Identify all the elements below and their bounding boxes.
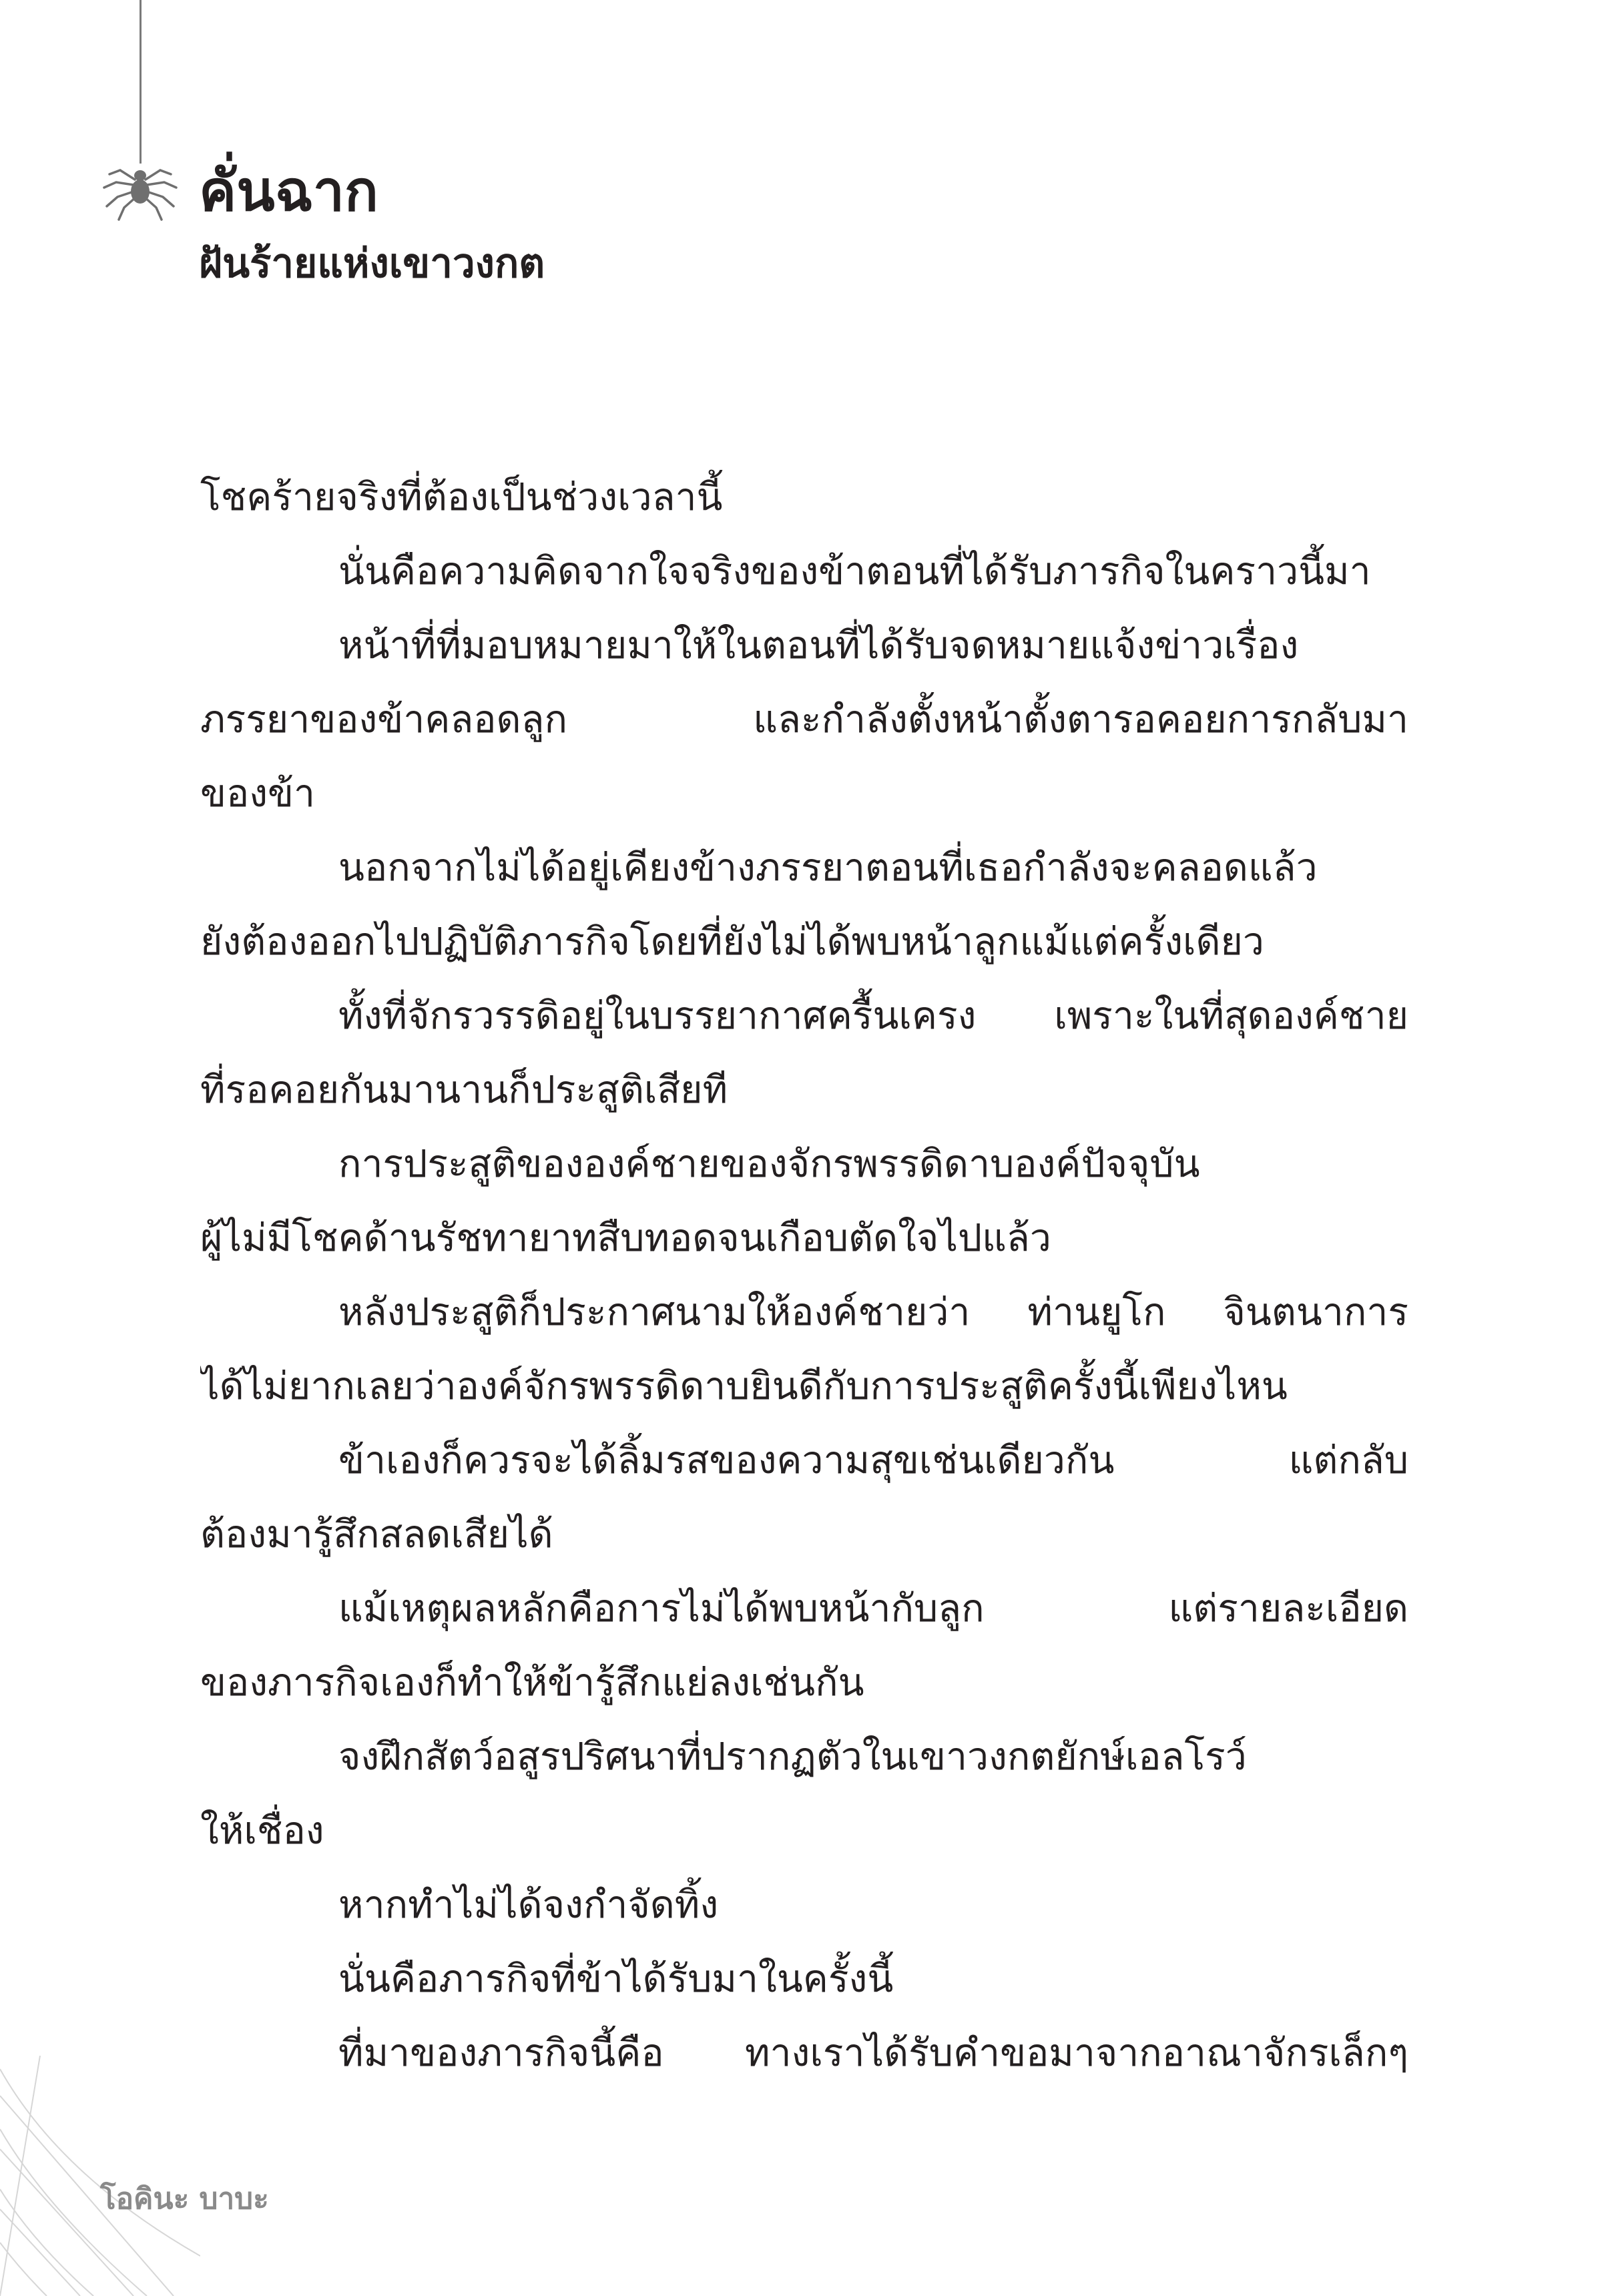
body-line: ที่รอคอยกันมานานก็ประสูติเสียที bbox=[200, 1068, 728, 1112]
body-line: แม้เหตุผลหลักคือการไม่ได้พบหน้ากับลูก แต่รายละเอียด bbox=[338, 1587, 1408, 1631]
body-line: ข้าเองก็ควรจะได้ลิ้มรสของความสุขเช่นเดียวกัน แต่กลับ bbox=[338, 1438, 1408, 1482]
body-line: การประสูติขององค์ชายของจักรพรรดิดาบองค์ปัจจุบัน bbox=[338, 1142, 1200, 1186]
body-line: นั่นคือภารกิจที่ข้าได้รับมาในครั้งนี้ bbox=[338, 1957, 894, 2001]
chapter-title: คั่นฉาก bbox=[199, 158, 378, 224]
body-line: ทั้งที่จักรวรรดิอยู่ในบรรยากาศครื้นเครง เพราะในที่สุดองค์ชาย bbox=[338, 994, 1408, 1038]
body-line: ที่มาของภารกิจนี้คือ ทางเราได้รับคำขอมาจากอาณาจักรเล็กๆ bbox=[338, 2031, 1408, 2075]
cobweb-icon bbox=[0, 2056, 200, 2296]
body-line: ต้องมารู้สึกสลดเสียได้ bbox=[200, 1512, 553, 1556]
author-name: โอคินะ บาบะ bbox=[100, 2182, 269, 2216]
body-line: โชคร้ายจริงที่ต้องเป็นช่วงเวลานี้ bbox=[200, 475, 723, 519]
body-line: นั่นคือความคิดจากใจจริงของข้าตอนที่ได้รับภารกิจในคราวนี้มา bbox=[338, 549, 1371, 593]
body-line: นอกจากไม่ได้อยู่เคียงข้างภรรยาตอนที่เธอกำลังจะคลอดแล้ว bbox=[338, 846, 1318, 890]
chapter-subtitle: ฝันร้ายแห่งเขาวงกต bbox=[199, 240, 545, 287]
body-line: ของข้า bbox=[200, 772, 316, 816]
body-line: ให้เชื่อง bbox=[200, 1809, 324, 1853]
body-line: จงฝึกสัตว์อสูรปริศนาที่ปรากฏตัวในเขาวงกตยักษ์เอลโรว์ bbox=[338, 1735, 1247, 1779]
body-line: หลังประสูติก็ประกาศนามให้องค์ชายว่า ท่านยูโก จินตนาการ bbox=[338, 1290, 1408, 1334]
body-text bbox=[200, 461, 1408, 2090]
chapter-header bbox=[199, 148, 545, 294]
body-line: ของภารกิจเองก็ทำให้ข้ารู้สึกแย่ลงเช่นกัน bbox=[200, 1661, 864, 1705]
body-line: ผู้ไม่มีโชคด้านรัชทายาทสืบทอดจนเกือบตัดใจไปแล้ว bbox=[200, 1216, 1051, 1260]
body-line: ภรรยาของข้าคลอดลูก และกำลังตั้งหน้าตั้งตารอคอยการกลับมา bbox=[200, 697, 1408, 742]
body-line: หากทำไม่ได้จงกำจัดทิ้ง bbox=[338, 1883, 719, 1927]
spider-thread bbox=[140, 0, 142, 164]
body-line: หน้าที่ที่มอบหมายมาให้ในตอนที่ได้รับจดหมายแจ้งข่าวเรื่อง bbox=[338, 623, 1299, 667]
body-line: ได้ไม่ยากเลยว่าองค์จักรพรรดิดาบยินดีกับการประสูติครั้งนี้เพียงไหน bbox=[200, 1364, 1288, 1408]
spider-icon bbox=[100, 150, 180, 224]
body-line: ยังต้องออกไปปฏิบัติภารกิจโดยที่ยังไม่ได้พบหน้าลูกแม้แต่ครั้งเดียว bbox=[200, 920, 1264, 964]
